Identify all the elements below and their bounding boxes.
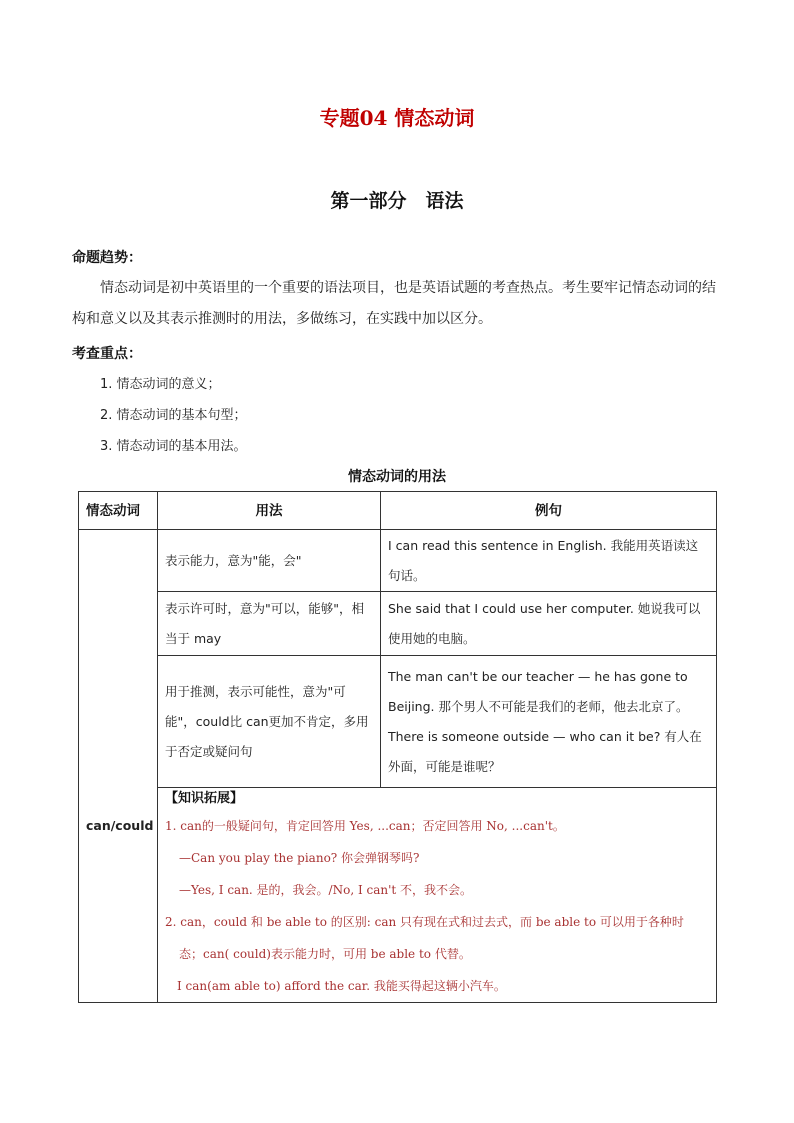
extension-line: 2. can，could 和 be able to 的区别: can 只有现在式和过去式，而 be able to 可以用于各种时 [165,915,684,929]
example-cell [381,592,717,656]
usage-cell: 表示能力，意为"能，会" [158,530,381,592]
focus-item: 3. 情态动词的基本用法。 [100,439,247,454]
extension-line: —Can you play the piano? 你会弹钢琴吗? [179,851,420,865]
example-sentence: The man can't be our teacher — he has gone to Beijing. 那个男人不可能是我们的老师，他去北京了。 [388,668,689,714]
example-cell [381,530,717,592]
verb-cell: can/could [79,530,158,1003]
extension-cell [158,788,717,1003]
table-row [79,592,717,656]
header-usage: 用法 [158,492,381,530]
extension-line: 1. can的一般疑问句，肯定回答用 Yes, ...can；否定回答用 No, ...can't。 [165,819,565,833]
focus-label: 考查重点： [72,346,142,362]
page-title: 专题04 情态动词 [319,106,475,130]
header-example: 例句 [381,492,717,530]
header-verb: 情态动词 [79,492,158,530]
example-sentence: I can read this sentence in English. 我能用英语读这句话。 [388,537,699,583]
table-row [79,530,717,592]
extension-row [79,788,717,1003]
part-title: 第一部分 语法 [330,190,464,212]
trend-label: 命题趋势： [72,250,142,266]
table-caption: 情态动词的用法 [348,469,446,485]
table-header-row [79,492,717,530]
example-sentence: There is someone outside — who can it be? 有人在外面，可能是谁呢？ [388,728,702,774]
extension-title: 【知识拓展】 [165,791,244,806]
example-cell [381,656,717,788]
focus-item: 1. 情态动词的意义； [100,377,221,392]
usage-cell: 表示许可时，意为"可以，能够"，相当于 may [158,592,381,656]
extension-line: I can(am able to) afford the car. 我能买得起这辆小汽车。 [177,979,506,993]
extension-line: —Yes, I can. 是的，我会。/No, I can't 不，我不会。 [179,883,473,897]
usage-cell: 用于推测，表示可能性，意为"可能"，could比 can更加不肯定，多用于否定或疑问句 [158,656,381,788]
focus-item: 2. 情态动词的基本句型； [100,408,247,423]
modal-verb-table [78,491,717,1003]
table-row [79,656,717,788]
extension-line: 态；can( could)表示能力时，可用 be able to 代替。 [179,947,471,961]
example-sentence: She said that I could use her computer. 她说我可以使用她的电脑。 [388,600,701,646]
trend-paragraph: 情态动词是初中英语里的一个重要的语法项目，也是英语试题的考查热点。考生要牢记情态动词的结构和意义以及其表示推测时的用法，多做练习，在实践中加以区分。 [72,280,716,327]
